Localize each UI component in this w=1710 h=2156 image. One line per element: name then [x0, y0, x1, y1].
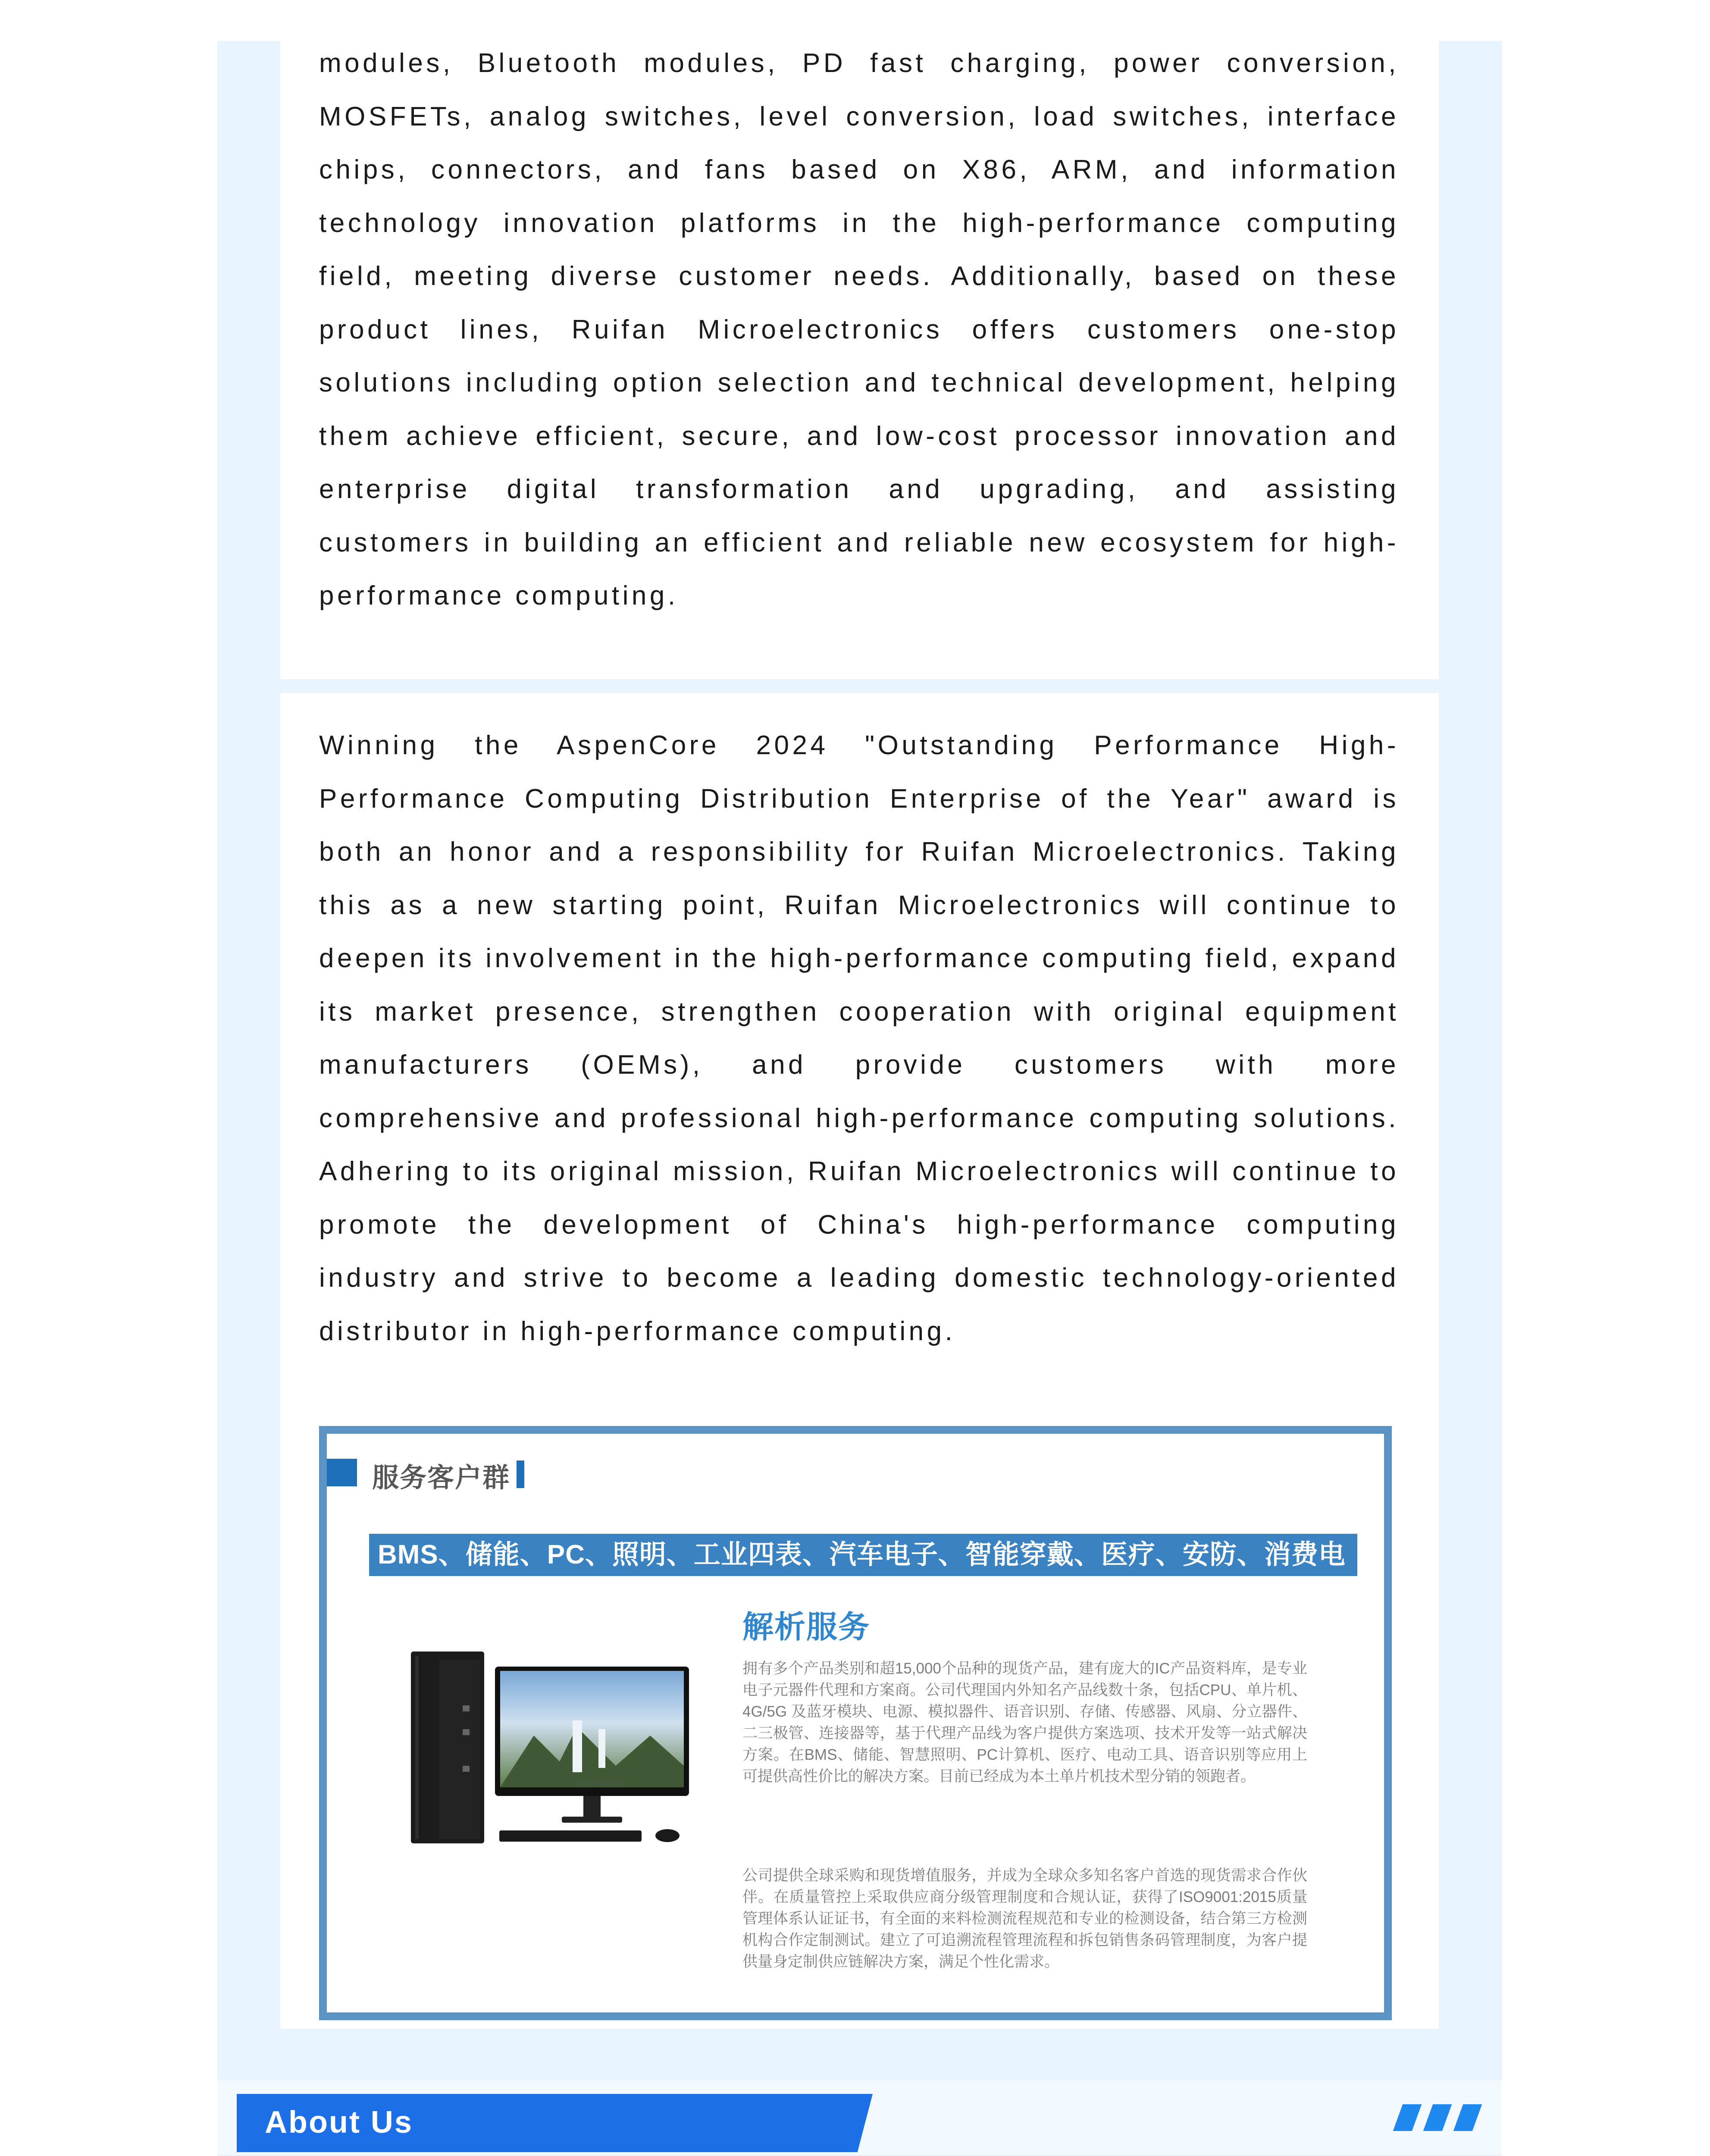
section-end-marker	[517, 1460, 524, 1488]
desktop-computer-illustration	[391, 1636, 702, 1861]
industry-banner: BMS、储能、PC、照明、工业四表、汽车电子、智能穿戴、医疗、安防、消费电子	[369, 1534, 1357, 1576]
service-section-title: 服务客户群	[372, 1463, 510, 1493]
intro-card	[280, 41, 1439, 679]
monitor	[495, 1667, 689, 1823]
intro-paragraph: modules, Bluetooth modules, PD fast charging, power conversion, MOSFETs, analog switches, level conversion, load switches, interface chips, connectors, and fans based on X86, ARM, and information technology innovation platforms in the high-performance computing field, meeting diverse customer needs. Additionally, based on these product lines, Ruifan Microelectronics offers customers one-stop solutions including option selection and technical development, helping them achieve efficient, secure, and low-cost processor innovation and enterprise digital transformation and upgrading, and assisting customers in building an efficient and reliable new ecosystem for high-performance computing.	[319, 48, 1399, 611]
analysis-paragraph-1: 拥有多个产品类别和超15,000个品种的现货产品，建有庞大的IC产品资料库，是专业电子元器件代理和方案商。公司代理国内外知名产品线数十条，包括CPU、单片机、4G/5G 及蓝牙模块、电源、模拟器件、语音识别、存储、传感器、风扇、分立器件、二三极管、连接器等，基于代理产品线为客户提供方案选项、技术开发等一站式解决方案。在BMS、储能、智慧照明、PC计算机、医疗、电动工具、语音识别等应用上可提供高性价比的解决方案。目前已经成为本土单片机技术型分销的领跑者。	[742, 1660, 1307, 1785]
keyboard-and-mouse	[499, 1829, 680, 1842]
analysis-paragraph-2: 公司提供全球采购和现货增值服务，并成为全球众多知名客户首选的现货需求合作伙伴。在质量管控上采取供应商分级管理制度和合规认证，获得了ISO9001:2015质量管理体系认证证书，有全面的来料检测流程规范和专业的检测设备，结合第三方检测机构合作定制测试。建立了可追溯流程管理流程和拆包销售条码管理制度，为客户提供量身定制供应链解决方案，满足个性化需求。	[742, 1867, 1307, 1970]
award-paragraph: Winning the AspenCore 2024 "Outstanding Performance High-Performance Computing Distribution Enterprise of the Year" award is both an honor and a responsibility for Ruifan Microelectronics. Taking this as a new starting point, Ruifan Microelectronics will continue to deepen its involvement in the high-performance computing field, expand its market presence, strengthen cooperation with original equipment manufacturers (OEMs), and provide customers with more comprehensive and professional high-performance computing solutions. Adhering to its original mission, Ruifan Microelectronics will continue to promote the development of China's high-performance computing industry and strive to become a leading domestic technology-oriented distributor in high-performance computing.	[319, 730, 1399, 1346]
section-tab-marker	[327, 1459, 357, 1486]
article-page	[217, 41, 1502, 2156]
tower-case	[411, 1651, 484, 1843]
about-us-heading: About Us	[265, 2105, 413, 2140]
monitor-caption: *显示器以实际收到为准。	[575, 1781, 630, 1786]
service-customers-image	[319, 1426, 1392, 2020]
award-card	[280, 693, 1439, 2029]
analysis-service-title: 解析服务	[742, 1610, 871, 1645]
